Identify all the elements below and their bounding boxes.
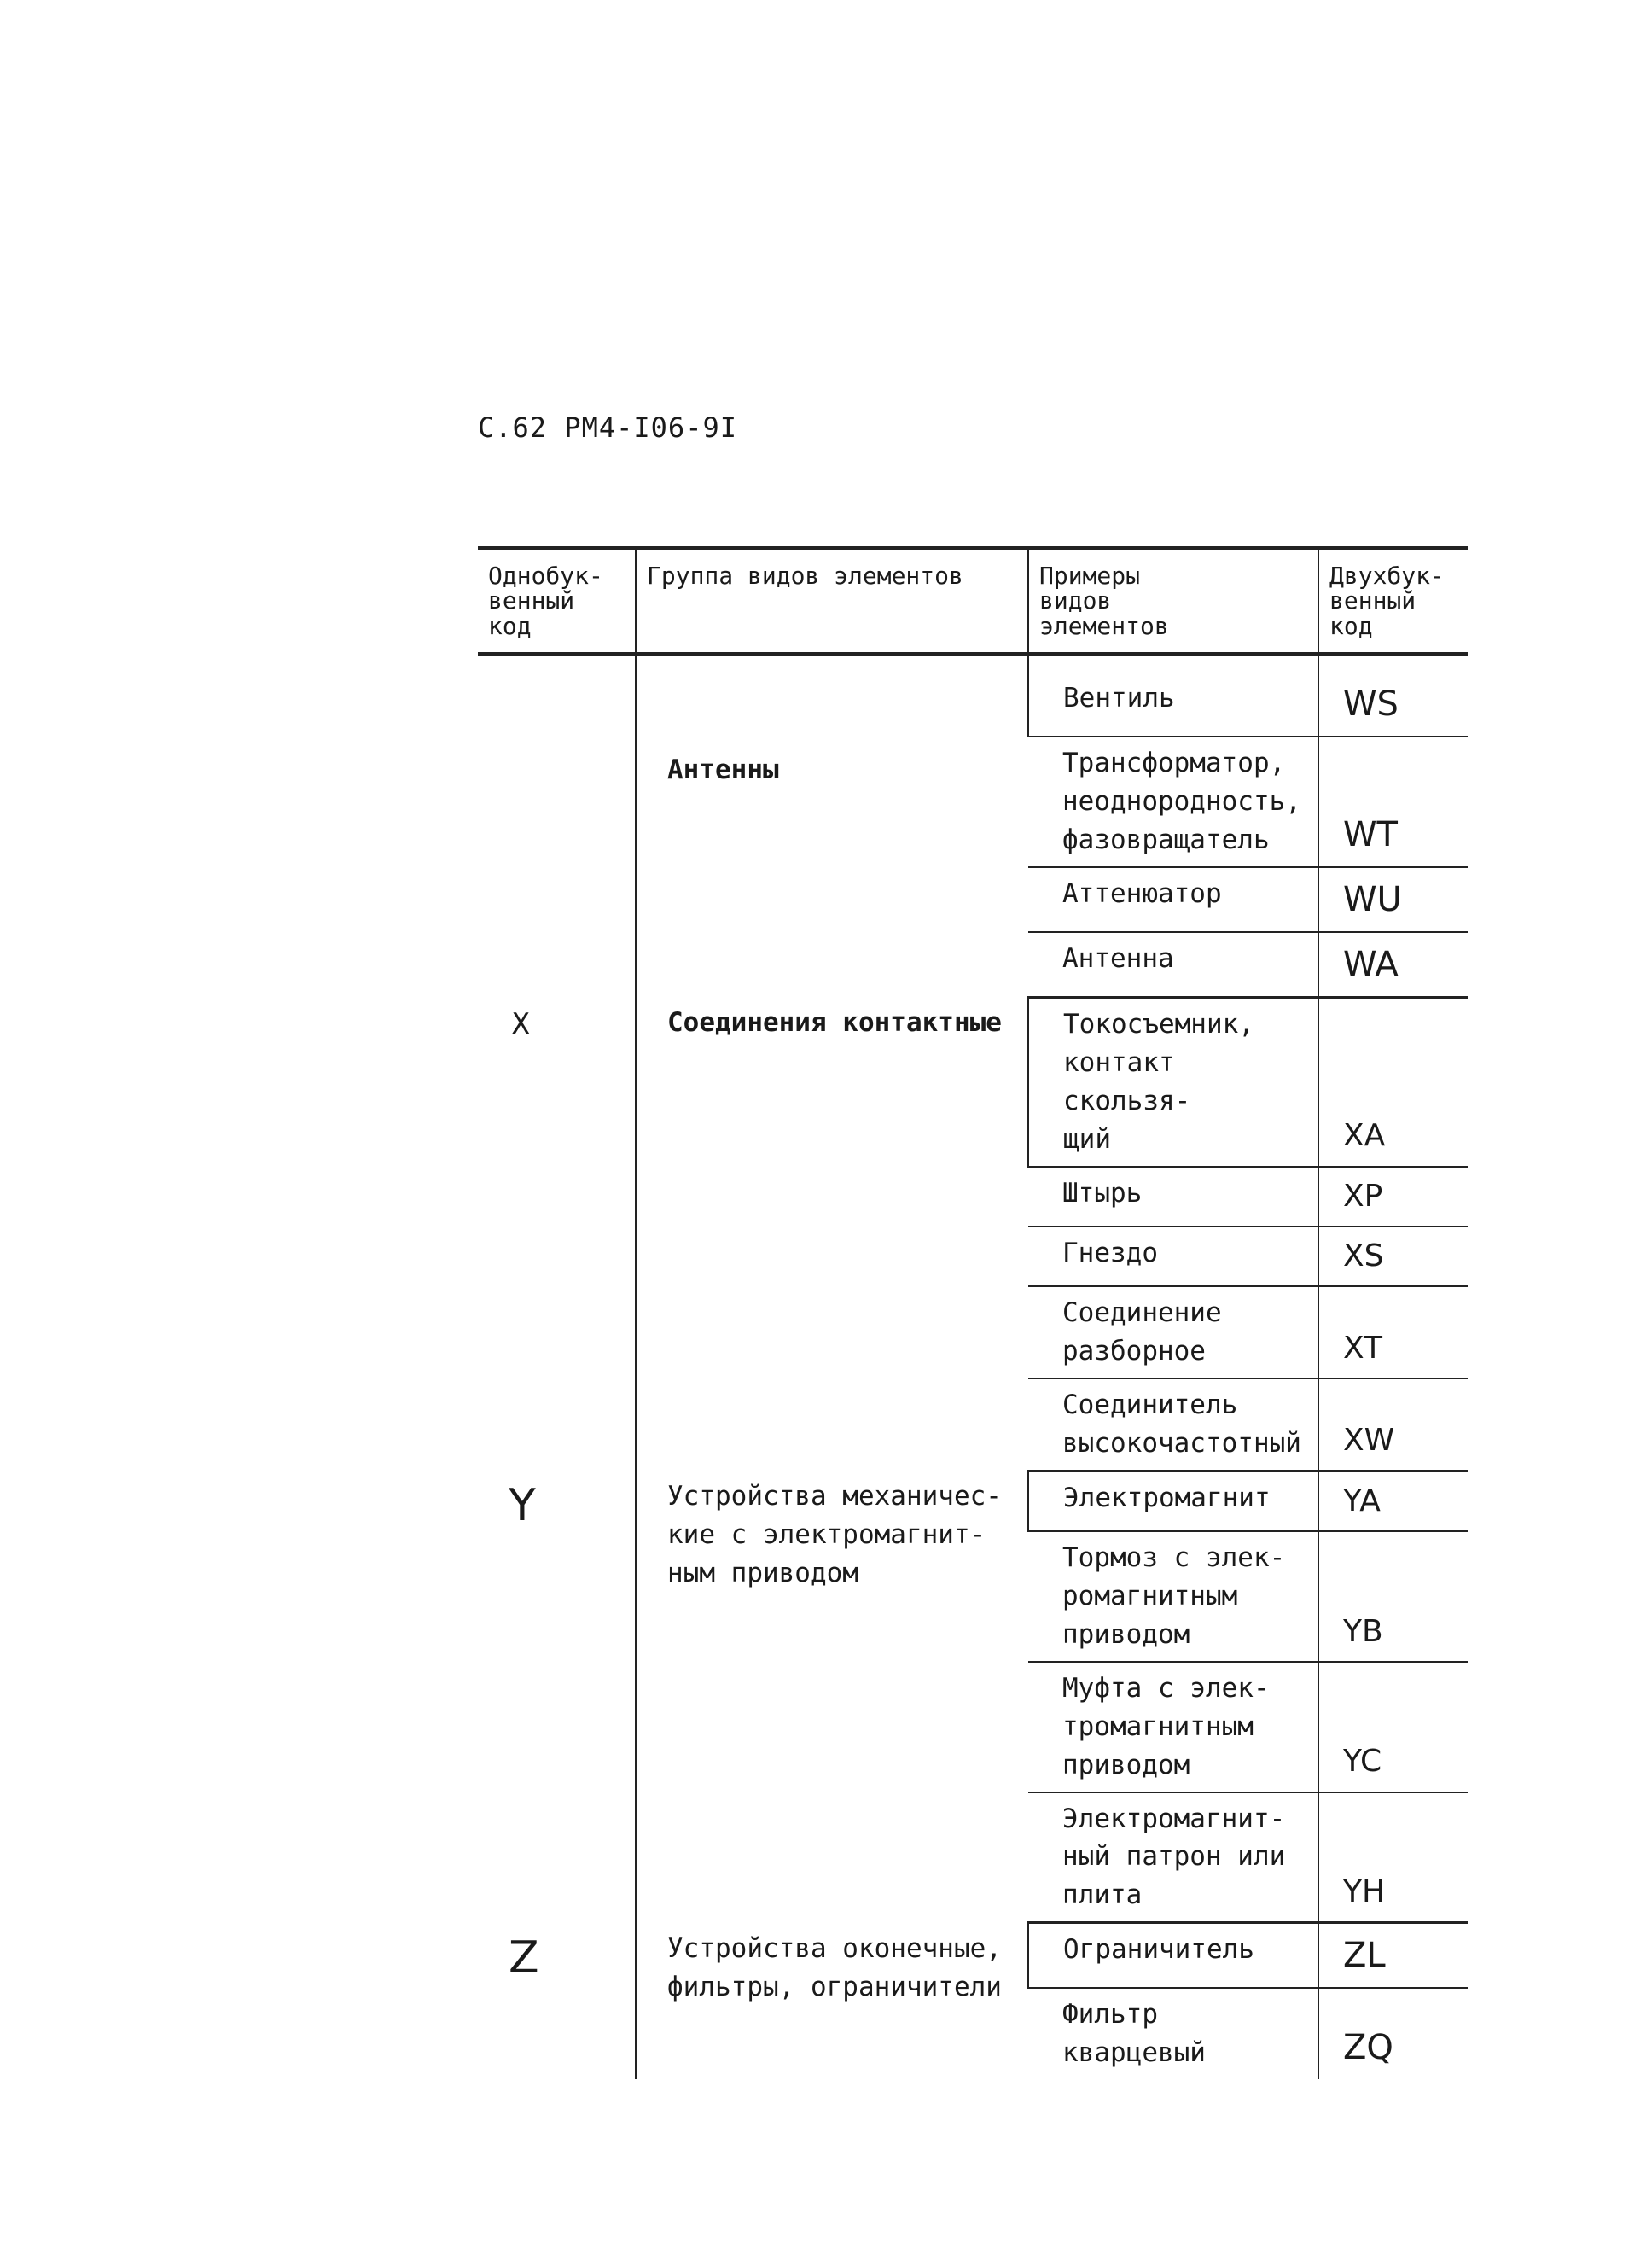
column-header-element-group: Группа видов элементов bbox=[636, 548, 1028, 654]
two-letter-code: YC bbox=[1318, 1662, 1468, 1792]
example-cell: Электромагнит bbox=[1028, 1471, 1318, 1531]
two-letter-code: ZL bbox=[1318, 1923, 1468, 1989]
example-cell: Соединение разборное bbox=[1028, 1286, 1318, 1378]
two-letter-code: XS bbox=[1318, 1227, 1468, 1286]
example-cell: Штырь bbox=[1028, 1167, 1318, 1227]
column-header-two-letter-code: Двухбук- венный код bbox=[1318, 548, 1468, 654]
two-letter-code: WT bbox=[1318, 737, 1468, 867]
table-row bbox=[478, 1923, 1468, 1989]
group-name: Соединения контактные bbox=[636, 997, 1028, 1471]
example-cell: Муфта с элек- тромагнитным приводом bbox=[1028, 1662, 1318, 1792]
two-letter-code: YH bbox=[1318, 1792, 1468, 1923]
two-letter-code: XA bbox=[1318, 997, 1468, 1166]
two-letter-code: YB bbox=[1318, 1531, 1468, 1662]
example-cell: Ограничитель bbox=[1028, 1923, 1318, 1989]
table-row bbox=[478, 673, 1468, 737]
column-header-element-examples: Примеры видов элементов bbox=[1028, 548, 1318, 654]
two-letter-code: WS bbox=[1318, 673, 1468, 737]
table-row bbox=[478, 1471, 1468, 1531]
two-letter-code: XT bbox=[1318, 1286, 1468, 1378]
group-name: Антенны bbox=[636, 673, 1028, 997]
two-letter-code: XW bbox=[1318, 1378, 1468, 1471]
example-cell: Электромагнит- ный патрон или плита bbox=[1028, 1792, 1318, 1923]
group-code bbox=[478, 673, 636, 997]
group-code: X bbox=[512, 1007, 530, 1042]
example-cell: Трансформатор, неоднородность, фазовращатель bbox=[1028, 737, 1318, 867]
table-header-row bbox=[478, 548, 1468, 654]
table-row bbox=[478, 997, 1468, 1166]
example-cell: Антенна bbox=[1028, 932, 1318, 998]
two-letter-code: YA bbox=[1318, 1471, 1468, 1531]
group-code: Z bbox=[509, 1932, 539, 1984]
example-cell: Аттенюатор bbox=[1028, 867, 1318, 932]
example-cell: Соединитель высокочастотный bbox=[1028, 1378, 1318, 1471]
example-cell: Токосъемник, контакт скользя- щий bbox=[1028, 997, 1318, 1166]
element-codes-table-wrap bbox=[478, 546, 1468, 2079]
two-letter-code: XP bbox=[1318, 1167, 1468, 1227]
column-header-single-letter-code: Однобук- венный код bbox=[478, 548, 636, 654]
group-code: Y bbox=[509, 1480, 536, 1532]
group-name: Устройства оконечные, фильтры, ограничители bbox=[636, 1923, 1028, 2079]
example-cell: Тормоз с элек- ромагнитным приводом bbox=[1028, 1531, 1318, 1662]
page-header: С.62 РМ4-I06-9I bbox=[478, 411, 737, 444]
two-letter-code: ZQ bbox=[1318, 1988, 1468, 2079]
example-cell: Фильтр кварцевый bbox=[1062, 1999, 1206, 2069]
example-cell: Гнездо bbox=[1028, 1227, 1318, 1286]
two-letter-code: WU bbox=[1318, 867, 1468, 932]
group-name: Устройства механичес- кие с электромагнит- ным приводом bbox=[636, 1471, 1028, 1923]
element-codes-table bbox=[478, 546, 1468, 2079]
example-cell: Вентиль bbox=[1028, 673, 1318, 737]
two-letter-code: WA bbox=[1318, 932, 1468, 998]
